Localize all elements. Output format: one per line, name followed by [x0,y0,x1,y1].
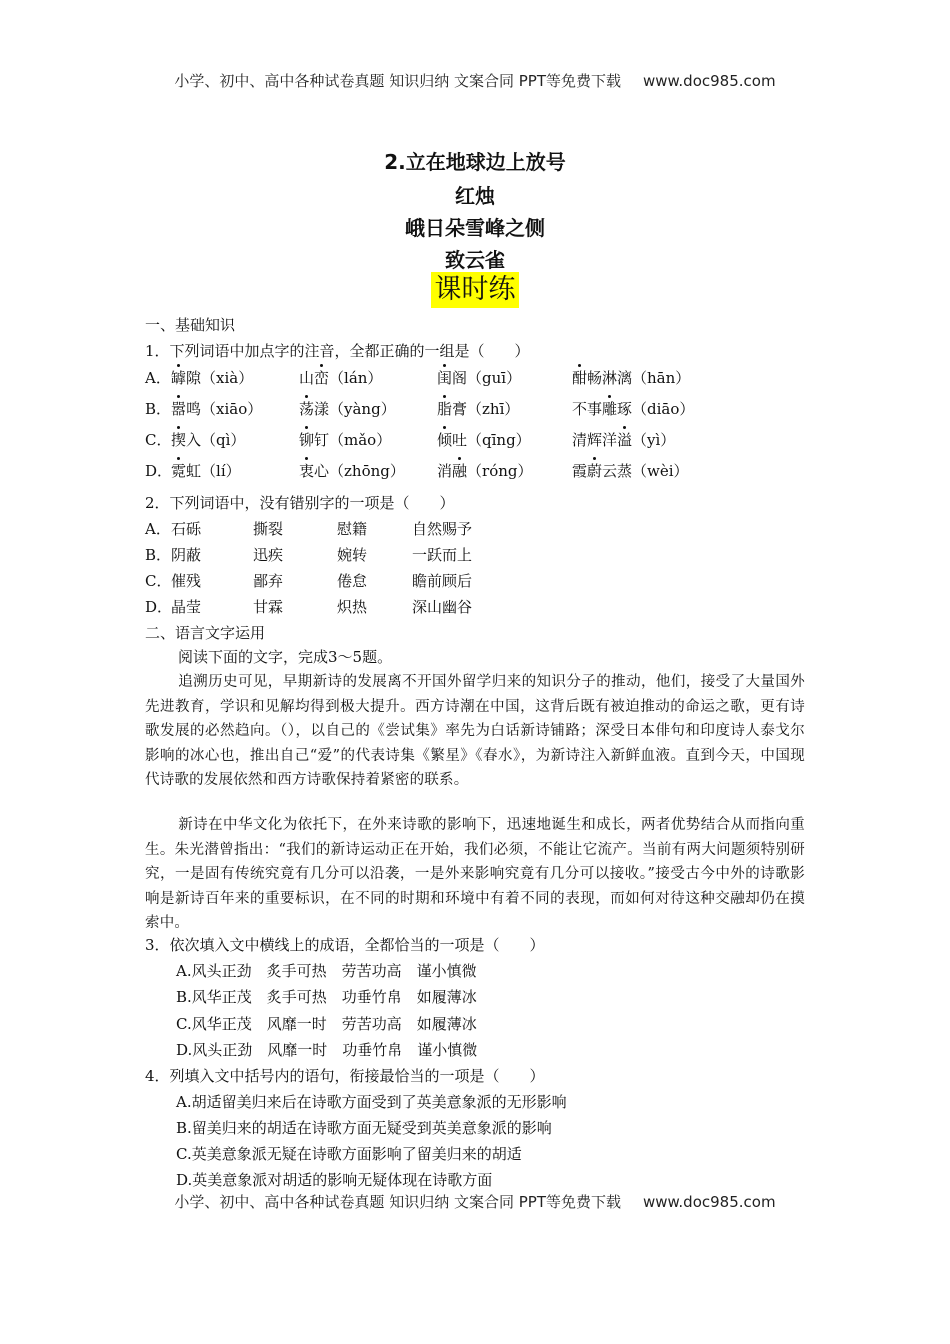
q3-option-c: C.风华正茂 风靡一时 劳苦功高 如履薄冰 [176,1015,477,1033]
q2-option-label: C． [145,572,172,590]
item-suffix: 琢（diāo） [617,400,695,418]
q3-option-d: D.风头正劲 风靡一时 功垂竹帛 谨小慎微 [176,1041,478,1059]
item-suffix: （yì） [632,431,676,449]
q2-option-word: 自然赐予 [412,520,473,538]
dotted-character: 铆 [299,431,315,449]
q2-option-word: 甘霖 [253,598,284,616]
item-suffix: 入（qì） [186,431,246,449]
item-prefix: 清辉洋 [572,431,618,449]
q1-option-item [171,460,241,481]
title-1: 2.立在地球边上放号 [384,150,566,174]
paragraph-2-text: 新诗在中华文化为依托下，在外来诗歌的影响下，迅速地诞生和成长，两者优势结合从而指向重生。朱光潜曾指出：“我们的新诗运动正在开始，我们必须，不能让它流产。当前有两大问题须特别研究，一是固有传统究竟有几分可以沿袭，一是外来影响究竟有几分可以接收。”接受古今中外的诗歌影响是新诗百年来的重要标识，在不同的时期和环境中有着不同的表现，而如何对待这种交融却仍在摸索中。 [145,817,805,932]
item-suffix: 云蒸（wèi） [602,462,689,480]
q1-option-item [572,460,689,481]
q4-option-c: C.英美意象派无疑在诗歌方面影响了留美归来的胡适 [176,1145,522,1163]
q1-option-item [299,429,391,450]
q1-option-item [437,429,531,450]
q2-option-label: D． [145,598,173,616]
q2-option-word: 阴蔽 [171,546,202,564]
q2-option-word: 催残 [171,572,202,590]
header-site[interactable]: www.doc985.com [642,72,776,90]
q4-option-a: A.胡适留美归来后在诗歌方面受到了英美意象派的无形影响 [176,1093,567,1111]
item-suffix: （róng） [467,462,533,480]
q1-option-label: D． [145,462,173,480]
q1-option-label: C． [145,431,172,449]
page-header [0,70,950,91]
q2-option-word: 深山幽谷 [412,598,473,616]
dotted-character: 罅 [171,369,187,387]
item-suffix: 钉（mǎo） [314,431,392,449]
item-suffix: 虹（lí） [186,462,241,480]
q1-option-label: B． [145,400,172,418]
dotted-character: 嚣 [171,400,187,418]
q2-option-word: 撕裂 [253,520,284,538]
q1-option-item [171,398,262,419]
passage-paragraph-1 [145,670,805,793]
q4-option-b: B.留美归来的胡适在诗歌方面无疑受到英美意象派的影响 [176,1119,552,1137]
title-3: 峨日朵雪峰之侧 [405,216,545,240]
item-suffix: 隙（xià） [186,369,254,387]
q2-option-word: 炽热 [337,598,368,616]
item-prefix: 消 [437,462,453,480]
item-prefix: 不事 [572,400,603,418]
dotted-character: 倾 [437,431,453,449]
q1-option-item [299,460,405,481]
q2-option-word: 晶莹 [171,598,202,616]
dotted-character: 霓 [171,462,187,480]
dotted-character: 溢 [617,431,633,449]
q4-option-d: D.英美意象派对胡适的影响无疑体现在诗歌方面 [176,1171,493,1189]
q4-stem: 4．列填入文中括号内的语句，衔接最恰当的一项是（ ） [145,1067,545,1085]
q2-option-word: 鄙弃 [253,572,284,590]
item-suffix: 鸣（xiāo） [186,400,263,418]
q3-stem: 3．依次填入文中横线上的成语，全都恰当的一项是（ ） [145,936,545,954]
item-suffix: 心（zhōng） [314,462,405,480]
item-suffix: 漾（yàng） [314,400,396,418]
dotted-character: 蔚 [587,462,603,480]
q1-option-item [572,398,694,419]
header-text: 小学、初中、高中各种试卷真题 知识归纳 文案合同 PPT等免费下载 [174,72,621,90]
dotted-character: 峦 [314,369,330,387]
q1-option-item [572,429,675,450]
q1-option-item [437,367,521,388]
section-1-heading: 一、基础知识 [145,316,236,334]
item-suffix: 吐（qīng） [452,431,531,449]
q1-option-item [437,460,533,481]
highlight-label: 课时练 [431,272,519,308]
dotted-character: 闺 [437,369,453,387]
q1-option-item [171,429,245,450]
q2-option-word: 瞻前顾后 [412,572,473,590]
q2-option-label: B． [145,546,172,564]
footer-text: 小学、初中、高中各种试卷真题 知识归纳 文案合同 PPT等免费下载 [174,1193,621,1211]
dotted-character: 融 [452,462,468,480]
item-suffix: 膏（zhī） [452,400,520,418]
title-2: 红烛 [455,184,495,208]
q2-option-word: 迅疾 [253,546,284,564]
item-suffix: 畅淋漓（hān） [587,369,691,387]
q2-stem: 2．下列词语中，没有错别字的一项是（ ） [145,494,455,512]
dotted-character: 雕 [602,400,618,418]
footer-site[interactable]: www.doc985.com [642,1193,776,1211]
dotted-character: 揳 [171,431,187,449]
item-suffix: （lán） [329,369,383,387]
q1-option-item [299,398,396,419]
q2-option-word: 婉转 [337,546,368,564]
item-prefix: 山 [299,369,315,387]
dotted-character: 荡 [299,400,315,418]
q2-option-label: A． [145,520,171,538]
dotted-character: 衷 [299,462,315,480]
dotted-character: 脂 [437,400,453,418]
q2-option-word: 一跃而上 [412,546,473,564]
paragraph-1-text: 追溯历史可见，早期新诗的发展离不开国外留学归来的知识分子的推动，他们，接受了大量国外先进教育，学识和见解均得到极大提升。西方诗潮在中国，这背后既有被迫推动的命运之歌，更有诗歌发展的必然趋向。（），以自己的《尝试集》率先为白话新诗铺路；深受日本俳句和印度诗人泰戈尔影响的冰心也，推出自己“爱”的代表诗集《繁星》《春水》，为新诗注入新鲜血液。直到今天，中国现代诗歌的发展依然和西方诗歌保持着紧密的联系。 [145,674,805,789]
q1-option-item [299,367,382,388]
item-suffix: 阁（guī） [452,369,522,387]
item-prefix: 霞 [572,462,588,480]
section-2-heading: 二、语言文字运用 [145,624,266,642]
q1-option-item [437,398,519,419]
q3-option-a: A.风头正劲 炙手可热 劳苦功高 谨小慎微 [176,962,477,980]
page-footer [0,1191,950,1212]
passage-paragraph-2 [145,813,805,936]
q1-option-item [572,367,690,388]
dotted-character: 酣 [572,369,588,387]
title-4: 致云雀 [445,248,505,272]
q2-option-word: 石砾 [171,520,202,538]
q1-stem: 1．下列词语中加点字的注音，全都正确的一组是（ ） [145,342,530,360]
q3-option-b: B.风华正茂 炙手可热 功垂竹帛 如履薄冰 [176,988,477,1006]
q2-option-word: 慰籍 [337,520,368,538]
q2-option-word: 倦怠 [337,572,368,590]
q1-option-label: A． [145,369,171,387]
q1-option-item [171,367,253,388]
reading-instruction: 阅读下面的文字，完成3～5题。 [178,648,393,666]
